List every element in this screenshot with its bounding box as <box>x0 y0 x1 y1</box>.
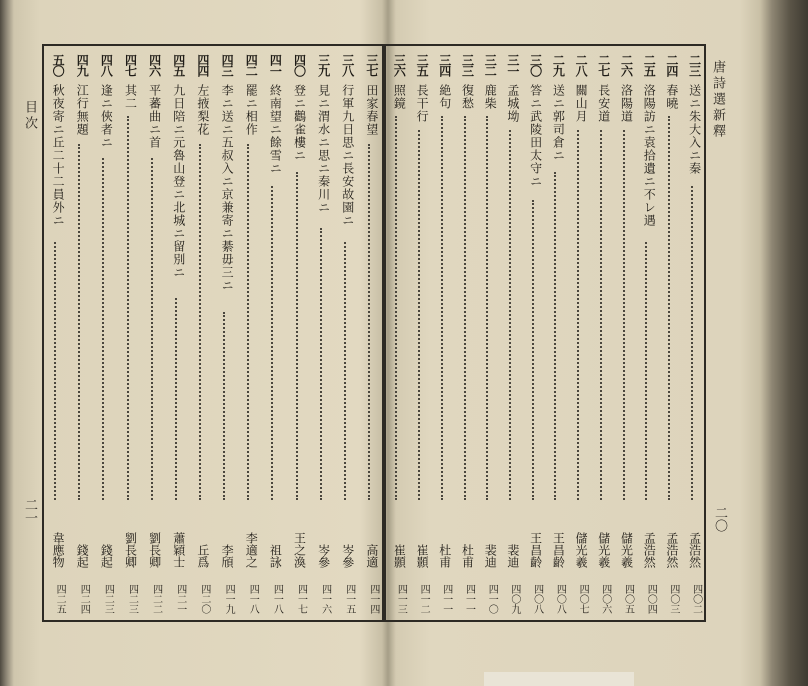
entry-title: 洛陽道 <box>619 84 634 123</box>
entry-author: 儲光羲 <box>619 532 634 568</box>
leader-dots <box>577 130 582 500</box>
entry-number: 五〇 <box>51 54 66 76</box>
toc-entry <box>636 46 658 620</box>
right-page-header: 唐詩選新釋 <box>710 60 725 140</box>
entry-author: 孟浩然 <box>687 532 702 568</box>
leader-dots <box>486 116 491 500</box>
entry-author: 孟浩然 <box>642 532 657 568</box>
entry-author: 裴迪 <box>483 544 498 568</box>
entry-number: 四九 <box>75 54 90 76</box>
entry-author: 錢起 <box>75 544 90 568</box>
leader-dots <box>441 116 446 500</box>
entry-page: 四〇九 <box>508 584 520 614</box>
toc-entry <box>190 46 212 620</box>
toc-entry <box>568 46 590 620</box>
entry-title: 罷ニ相作 <box>244 84 259 136</box>
entry-page: 四一四 <box>367 584 379 614</box>
right-page-toc-frame <box>384 44 706 622</box>
entry-author: 岑參 <box>340 544 355 568</box>
toc-entry <box>409 46 431 620</box>
entry-title: 孟城坳 <box>505 84 520 123</box>
entry-author: 孟浩然 <box>664 532 679 568</box>
toc-entry <box>335 46 357 620</box>
toc-entry <box>500 46 522 620</box>
entry-title: 絶句 <box>437 84 452 110</box>
entry-number: 四四 <box>195 54 210 76</box>
entry-author: 錢起 <box>99 544 114 568</box>
entry-author: 李頎 <box>220 544 235 568</box>
entry-page: 四〇四 <box>645 584 657 614</box>
entry-author: 王昌齡 <box>551 532 566 568</box>
entry-number: 三三 <box>460 54 475 76</box>
entry-number: 三二 <box>483 54 498 76</box>
leader-dots <box>464 116 469 500</box>
entry-title: 復愁 <box>460 84 475 110</box>
toc-entry <box>659 46 681 620</box>
entry-number: 二四 <box>664 54 679 76</box>
entry-page: 四〇三 <box>667 584 679 614</box>
entry-number: 三七 <box>364 54 379 76</box>
entry-number: 四五 <box>171 54 186 76</box>
entry-page: 四一八 <box>247 584 259 614</box>
entry-number: 四七 <box>123 54 138 76</box>
entry-number: 二八 <box>574 54 589 76</box>
toc-entry <box>591 46 613 620</box>
leader-dots <box>368 144 373 500</box>
entry-number: 四一 <box>268 54 283 76</box>
toc-entry <box>455 46 477 620</box>
entry-title: 長安道 <box>596 84 611 123</box>
entry-title: 行軍九日思ニ長安故園ニ <box>340 84 355 227</box>
entry-page: 四〇二 <box>690 584 702 614</box>
entry-page: 四一九 <box>223 584 235 614</box>
left-page-toc-frame <box>42 44 384 622</box>
entry-author: 祖詠 <box>268 544 283 568</box>
leader-dots <box>223 312 228 500</box>
leader-dots <box>623 130 628 500</box>
entry-page: 四二〇 <box>198 584 210 614</box>
entry-author: 劉長卿 <box>123 532 138 568</box>
leader-dots <box>600 130 605 500</box>
entry-title: 江行無題 <box>75 84 90 136</box>
entry-title: 長干行 <box>415 84 430 123</box>
entry-page: 四〇五 <box>622 584 634 614</box>
entry-page: 四二一 <box>174 584 186 614</box>
entry-title: 登ニ鸛雀樓ニ <box>292 84 307 162</box>
entry-number: 三八 <box>340 54 355 76</box>
leader-dots <box>102 158 107 500</box>
entry-page: 四一八 <box>271 584 283 614</box>
entry-author: 韋應物 <box>51 532 66 568</box>
entry-number: 三九 <box>316 54 331 76</box>
toc-entry <box>45 46 67 620</box>
leader-dots <box>296 172 301 500</box>
toc-entry <box>287 46 309 620</box>
toc-entry <box>523 46 545 620</box>
entry-number: 四三 <box>220 54 235 76</box>
toc-entry <box>432 46 454 620</box>
entry-author: 儲光羲 <box>574 532 589 568</box>
left-page-number: 二一 <box>22 498 37 524</box>
entry-page: 四〇八 <box>531 584 543 614</box>
entry-title: 終南望ニ餘雪ニ <box>268 84 283 175</box>
entry-title: 關山月 <box>574 84 589 123</box>
entry-title: 送ニ郭司倉ニ <box>551 84 566 162</box>
entry-author: 裴迪 <box>505 544 520 568</box>
right-page-number: 二〇 <box>712 506 727 532</box>
entry-number: 三五 <box>415 54 430 76</box>
toc-entry <box>69 46 91 620</box>
toc-entry <box>118 46 140 620</box>
entry-number: 二七 <box>596 54 611 76</box>
entry-page: 四一五 <box>343 584 355 614</box>
leader-dots <box>151 158 156 500</box>
toc-entry <box>359 46 381 620</box>
entry-title: 見ニ渭水ニ思ニ秦川ニ <box>316 84 331 214</box>
entry-page: 四〇六 <box>599 584 611 614</box>
entry-title: 平蕃曲ニ首 <box>147 84 162 149</box>
entry-number: 四二 <box>244 54 259 76</box>
leader-dots <box>320 228 325 500</box>
entry-title: 李ニ送ニ五叔入ニ京兼寄ニ綦毋三ニ <box>220 84 235 292</box>
entry-title: 其二 <box>123 84 138 110</box>
entry-number: 四六 <box>147 54 162 76</box>
entry-author: 王之渙 <box>292 532 307 568</box>
entry-title: 九日陪ニ元魯山登ニ北城ニ留別ニ <box>171 84 186 279</box>
entry-page: 四二五 <box>54 584 66 614</box>
entry-page: 四二三 <box>126 584 138 614</box>
entry-page: 四二三 <box>102 584 114 614</box>
leader-dots <box>668 116 673 500</box>
entry-number: 二九 <box>551 54 566 76</box>
toc-entry <box>238 46 260 620</box>
leader-dots <box>532 200 537 500</box>
entry-title: 春曉 <box>664 84 679 110</box>
entry-title: 逢ニ俠者ニ <box>99 84 114 149</box>
entry-title: 田家春望 <box>364 84 379 136</box>
toc-entry <box>93 46 115 620</box>
leader-dots <box>395 116 400 500</box>
entry-author: 崔顥 <box>415 544 430 568</box>
entry-page: 四一一 <box>463 584 475 614</box>
leader-dots <box>691 186 696 500</box>
entry-author: 劉長卿 <box>147 532 162 568</box>
entry-author: 高適 <box>364 544 379 568</box>
toc-entry <box>682 46 704 620</box>
entry-number: 三〇 <box>528 54 543 76</box>
entry-page: 四二四 <box>78 584 90 614</box>
leader-dots <box>247 144 252 500</box>
entry-number: 三一 <box>505 54 520 76</box>
leader-dots <box>54 242 59 500</box>
entry-title: 洛陽訪ニ袁拾遺ニ不レ遇 <box>642 84 657 227</box>
entry-title: 左掖梨花 <box>195 84 210 136</box>
entry-title: 鹿柴 <box>483 84 498 110</box>
entry-number: 二五 <box>642 54 657 76</box>
toc-entry <box>614 46 636 620</box>
leader-dots <box>645 242 650 500</box>
entry-page: 四一三 <box>395 584 407 614</box>
entry-page: 四一七 <box>295 584 307 614</box>
leader-dots <box>175 298 180 500</box>
toc-entry <box>477 46 499 620</box>
toc-entry <box>262 46 284 620</box>
entry-author: 儲光羲 <box>596 532 611 568</box>
entry-author: 蕭穎士 <box>171 532 186 568</box>
entry-number: 二六 <box>619 54 634 76</box>
entry-title: 秋夜寄ニ丘二十二員外ニ <box>51 84 66 227</box>
entry-author: 王昌齡 <box>528 532 543 568</box>
leader-dots <box>344 242 349 500</box>
left-page-header: 目次 <box>22 100 37 132</box>
toc-entry <box>214 46 236 620</box>
entry-page: 四一六 <box>319 584 331 614</box>
entry-page: 四一二 <box>418 584 430 614</box>
leader-dots <box>199 144 204 500</box>
entry-page: 四一一 <box>440 584 452 614</box>
leader-dots <box>418 130 423 500</box>
bookmark-strip <box>484 672 634 686</box>
entry-page: 四二二 <box>150 584 162 614</box>
entry-title: 送ニ朱大入ニ秦 <box>687 84 702 175</box>
entry-author: 杜甫 <box>460 544 475 568</box>
entry-author: 李適之 <box>244 532 259 568</box>
leader-dots <box>271 186 276 500</box>
toc-entry <box>142 46 164 620</box>
entry-number: 三四 <box>437 54 452 76</box>
entry-author: 丘爲 <box>195 544 210 568</box>
entry-page: 四〇八 <box>554 584 566 614</box>
toc-entry <box>386 46 408 620</box>
entry-title: 照鏡 <box>392 84 407 110</box>
toc-entry <box>166 46 188 620</box>
entry-page: 四〇七 <box>577 584 589 614</box>
leader-dots <box>78 144 83 500</box>
entry-author: 岑參 <box>316 544 331 568</box>
leader-dots <box>509 130 514 500</box>
entry-number: 二三 <box>687 54 702 76</box>
leader-dots <box>554 172 559 500</box>
entry-number: 三六 <box>392 54 407 76</box>
toc-entry <box>311 46 333 620</box>
entry-number: 四八 <box>99 54 114 76</box>
entry-title: 答ニ武陵田太守ニ <box>528 84 543 188</box>
leader-dots <box>127 116 132 500</box>
toc-entry <box>545 46 567 620</box>
entry-page: 四一〇 <box>486 584 498 614</box>
entry-author: 杜甫 <box>437 544 452 568</box>
entry-author: 崔顥 <box>392 544 407 568</box>
entry-number: 四〇 <box>292 54 307 76</box>
